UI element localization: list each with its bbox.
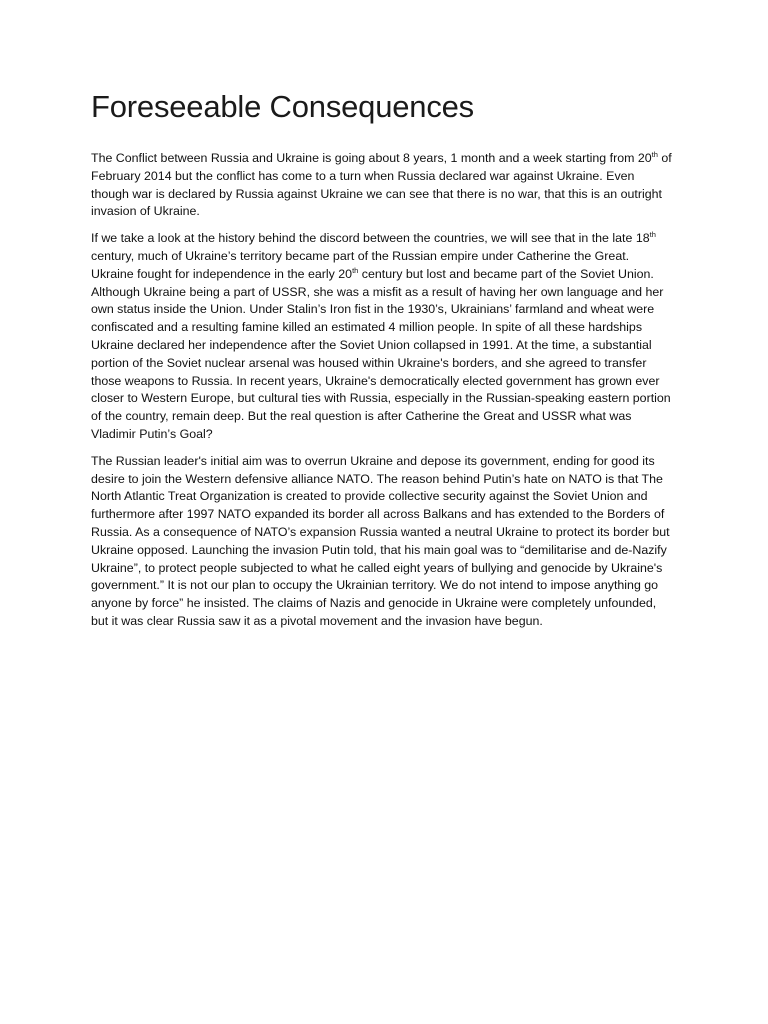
paragraph-text: of February 2014 but the conflict has come to a turn when Russia declared war against Ukraine. Even though war is declared by Russia against Ukraine we can see that there is no war, that this is an outright invasion of Ukraine. <box>91 151 672 219</box>
paragraph-2 <box>91 230 674 444</box>
document-body <box>91 150 674 631</box>
paragraph-1 <box>91 150 674 221</box>
paragraph-text: The Conflict between Russia and Ukraine is going about 8 years, 1 month and a week starting from 20 <box>91 151 652 165</box>
superscript-text: th <box>649 230 656 240</box>
paragraph-3 <box>91 453 674 631</box>
paragraph-text: century but lost and became part of the Soviet Union. Although Ukraine being a part of USSR, she was a misfit as a result of having her own language and her own status inside the Union. Under Stalin’s Iron fist in the 1930’s, Ukrainians’ farmland and wheat were confiscated and a resulting famine killed an estimated 4 million people. In spite of all these hardships Ukraine declared her independence after the Soviet Union collapsed in 1991. At the time, a substantial portion of the Soviet nuclear arsenal was housed within Ukraine's borders, and she agreed to transfer those weapons to Russia. In recent years, Ukraine's democratically elected government has grown ever closer to Western Europe, but cultural ties with Russia, especially in the Russian-speaking eastern portion of the country, remain deep. But the real question is after Catherine the Great and USSR what was Vladimir Putin’s Goal? <box>91 266 671 441</box>
document-title: Foreseeable Consequences <box>91 89 474 124</box>
paragraph-text: If we take a look at the history behind the discord between the countries, we will see that in the late 18 <box>91 231 650 246</box>
superscript-text: th <box>651 149 658 159</box>
superscript-text: th <box>352 265 359 275</box>
document-page <box>91 86 674 640</box>
paragraph-text: century, much of Ukraine’s territory became part of the Russian empire under Catherine the Great. Ukraine fought for independence in the early 20 <box>91 248 630 281</box>
paragraph-text: The Russian leader's initial aim was to overrun Ukraine and depose its government, ending for good its desire to join the Western defensive alliance NATO. The reason behind Putin’s hate on NATO is that The North Atlantic Treat Organization is created to provide collective security against the Soviet Union and furthermore after 1997 NATO expanded its border all across Balkans and has extended to the Borders of Russia. As a consequence of NATO’s expansion Russia wanted a neutral Ukraine to protect its border but Ukraine opposed. Launching the invasion Putin told, that his main goal was to “demilitarise and de-Nazify Ukraine”, to protect people subjected to what he called eight years of bullying and genocide by Ukraine's government.” It is not our plan to occupy the Ukrainian territory. We do not intend to impose anything go anyone by force” he insisted. The claims of Nazis and genocide in Ukraine were completely unfounded, but it was clear Russia saw it as a pivotal movement and the invasion have begun. <box>91 453 670 628</box>
